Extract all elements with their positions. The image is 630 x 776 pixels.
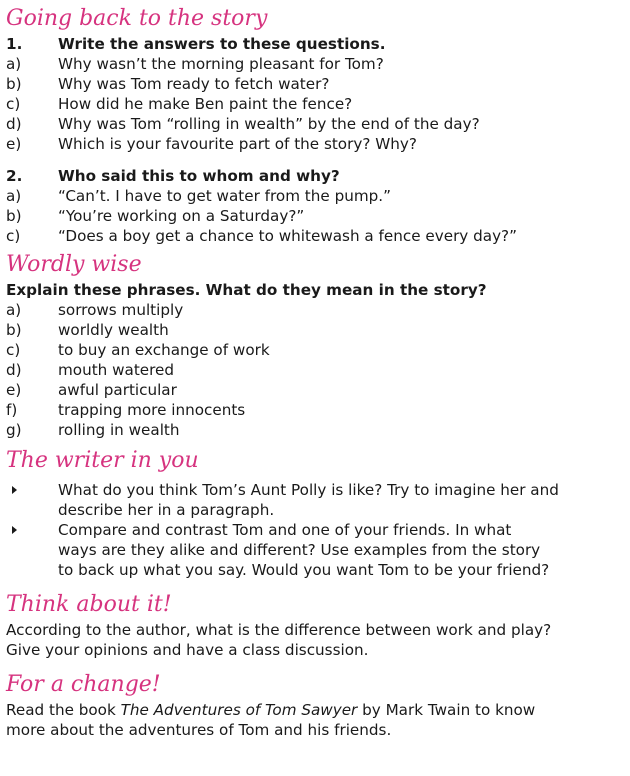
list-item xyxy=(6,340,626,360)
question-number: 1. xyxy=(6,35,23,53)
line-suffix: by Mark Twain to know xyxy=(357,701,536,719)
list-item xyxy=(6,360,626,380)
heading-wordly-wise: Wordly wise xyxy=(6,252,142,277)
bullet-line: describe her in a paragraph. xyxy=(58,501,275,519)
item-marker: a) xyxy=(6,301,22,319)
spacer xyxy=(6,660,626,670)
item-marker: c) xyxy=(6,95,21,113)
bullet-marker xyxy=(6,480,58,520)
bullet-item xyxy=(6,480,626,520)
item-text: “You’re working on a Saturday?” xyxy=(58,207,305,225)
list-item xyxy=(6,420,626,440)
heading-going-back: Going back to the story xyxy=(6,6,268,31)
list-item xyxy=(6,94,626,114)
question-2 xyxy=(6,166,626,186)
list-item xyxy=(6,206,626,226)
bullet-text xyxy=(58,480,559,520)
item-marker: c) xyxy=(6,227,21,245)
line-prefix: Read the book xyxy=(6,701,121,719)
item-text: to buy an exchange of work xyxy=(58,341,270,359)
list-item xyxy=(6,380,626,400)
list-item xyxy=(6,300,626,320)
list-item xyxy=(6,186,626,206)
item-marker: g) xyxy=(6,421,22,439)
wordly-wise-instruction xyxy=(6,280,626,300)
item-text: Why was Tom “rolling in wealth” by the end of the day? xyxy=(58,115,480,133)
item-marker: f) xyxy=(6,401,18,419)
spacer xyxy=(6,580,626,590)
list-item xyxy=(6,134,626,154)
heading-for-a-change: For a change! xyxy=(6,672,161,697)
paragraph-line: more about the adventures of Tom and his friends. xyxy=(6,721,392,739)
bullet-line: ways are they alike and different? Use examples from the story xyxy=(58,541,541,559)
bullet-marker xyxy=(6,520,58,580)
heading-writer-in-you: The writer in you xyxy=(6,448,199,473)
list-item xyxy=(6,226,626,246)
item-marker: a) xyxy=(6,55,22,73)
item-marker: a) xyxy=(6,187,22,205)
item-marker: d) xyxy=(6,361,22,379)
paragraph-line: According to the author, what is the difference between work and play? xyxy=(6,621,552,639)
triangle-bullet-icon xyxy=(12,486,17,494)
spacer xyxy=(6,154,626,166)
list-item xyxy=(6,320,626,340)
item-text: mouth watered xyxy=(58,361,175,379)
item-text: trapping more innocents xyxy=(58,401,246,419)
list-item xyxy=(6,114,626,134)
question-1 xyxy=(6,34,626,54)
list-item xyxy=(6,54,626,74)
paragraph-line xyxy=(6,700,626,720)
bullet-line: to back up what you say. Would you want Tom to be your friend? xyxy=(58,561,550,579)
item-text: Why wasn’t the morning pleasant for Tom? xyxy=(58,55,384,73)
bullet-line: What do you think Tom’s Aunt Polly is like? Try to imagine her and xyxy=(58,481,559,499)
question-text: Write the answers to these questions. xyxy=(58,35,386,53)
item-marker: e) xyxy=(6,381,22,399)
bullet-item xyxy=(6,520,626,580)
item-text: worldly wealth xyxy=(58,321,169,339)
think-about-it-paragraph xyxy=(6,620,626,660)
item-text: Which is your favourite part of the story? Why? xyxy=(58,135,417,153)
item-text: awful particular xyxy=(58,381,177,399)
item-marker: e) xyxy=(6,135,22,153)
item-text: sorrows multiply xyxy=(58,301,184,319)
worksheet-page xyxy=(6,4,626,740)
heading-think-about-it: Think about it! xyxy=(6,592,172,617)
item-text: “Does a boy get a chance to whitewash a fence every day?” xyxy=(58,227,517,245)
item-text: Why was Tom ready to fetch water? xyxy=(58,75,330,93)
list-item xyxy=(6,74,626,94)
item-marker: d) xyxy=(6,115,22,133)
bullet-line: Compare and contrast Tom and one of your friends. In what xyxy=(58,521,512,539)
item-marker: b) xyxy=(6,321,22,339)
item-marker: b) xyxy=(6,207,22,225)
triangle-bullet-icon xyxy=(12,526,17,534)
for-a-change-paragraph xyxy=(6,700,626,740)
question-text: Who said this to whom and why? xyxy=(58,167,340,185)
item-text: How did he make Ben paint the fence? xyxy=(58,95,353,113)
item-text: rolling in wealth xyxy=(58,421,180,439)
item-marker: c) xyxy=(6,341,21,359)
paragraph-line: Give your opinions and have a class discussion. xyxy=(6,641,369,659)
item-text: “Can’t. I have to get water from the pump.” xyxy=(58,187,391,205)
item-marker: b) xyxy=(6,75,22,93)
instruction-text: Explain these phrases. What do they mean in the story? xyxy=(6,281,487,299)
bullet-text xyxy=(58,520,549,580)
list-item xyxy=(6,400,626,420)
book-title: The Adventures of Tom Sawyer xyxy=(120,701,358,719)
question-number: 2. xyxy=(6,167,23,185)
